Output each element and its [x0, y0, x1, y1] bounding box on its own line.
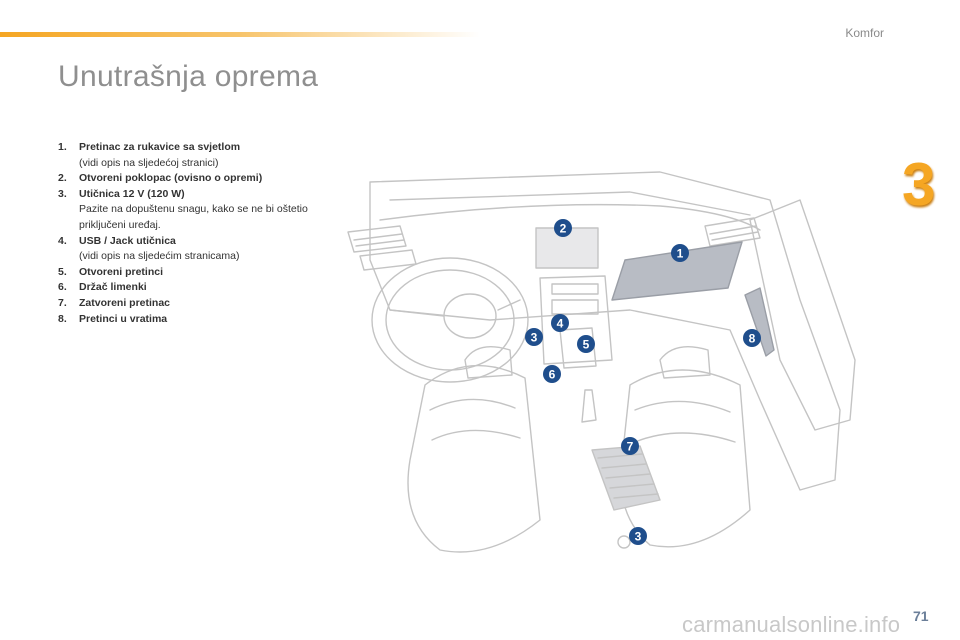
callout-4 — [551, 314, 569, 332]
list-item — [58, 187, 318, 234]
passenger-headrest — [660, 347, 710, 378]
item-label: Pretinci u vratima — [79, 312, 168, 325]
list-item — [58, 234, 318, 265]
callout-6-label: 6 — [548, 367, 556, 382]
chapter-number: 3 — [902, 151, 936, 218]
dashboard-top-line — [390, 192, 750, 215]
page-number: 71 — [913, 608, 929, 624]
steering-wheel — [372, 258, 528, 382]
item-note: (vidi opis na sljedećim stranicama) — [79, 250, 240, 263]
item-label: Utičnica 12 V (120 W) — [79, 187, 185, 200]
callout-7 — [621, 437, 639, 455]
item-label: USB / Jack utičnica — [79, 234, 176, 247]
list-item — [58, 280, 318, 296]
vent-left-lower — [360, 250, 416, 270]
item-label: Pretinac za rukavice sa svjetlom — [79, 141, 241, 153]
callout-3-rear — [629, 527, 647, 545]
list-item — [58, 312, 318, 328]
callout-3 — [525, 328, 543, 346]
callout-1-label: 1 — [676, 246, 684, 261]
list-item — [58, 171, 318, 187]
vent-right — [705, 218, 760, 246]
item-label: Otvoreni poklopac (ovisno o opremi) — [79, 172, 263, 185]
callout-7-label: 7 — [626, 439, 634, 454]
watermark: carmanualsonline.info — [682, 612, 901, 637]
item-number: 6. — [58, 281, 67, 294]
callout-5-label: 5 — [582, 337, 590, 352]
item-number: 4. — [58, 234, 67, 247]
callout-6 — [543, 365, 561, 383]
callout-8 — [743, 329, 761, 347]
list-item — [58, 140, 318, 171]
item-number: 1. — [58, 141, 67, 153]
callout-8-label: 8 — [748, 331, 756, 346]
callout-4-label: 4 — [556, 316, 564, 331]
item-note: (vidi opis na sljedećoj stranici) — [79, 156, 219, 169]
item-label: Držač limenki — [79, 281, 147, 294]
item-note: Pazite na dopuštenu snagu, kako se ne bi oštetio priključeni uređaj. — [79, 203, 308, 231]
item-number: 5. — [58, 265, 67, 278]
callout-2-label: 2 — [559, 221, 567, 236]
list-item — [58, 265, 318, 281]
list-item — [58, 296, 318, 312]
item-label: Zatvoreni pretinac — [79, 296, 171, 309]
item-number: 2. — [58, 172, 67, 185]
car-interior-illustration — [330, 160, 870, 600]
section-name: Komfor — [845, 26, 884, 40]
header-accent-bar — [0, 32, 480, 37]
item-number: 7. — [58, 296, 67, 309]
callout-3-rear-label: 3 — [634, 529, 642, 544]
rear-socket — [618, 536, 630, 548]
item-number: 8. — [58, 312, 67, 325]
driver-seat — [408, 366, 540, 552]
callout-3-label: 3 — [530, 330, 538, 345]
item-number: 3. — [58, 187, 67, 200]
page-title: Unutrašnja oprema — [58, 60, 319, 93]
callout-5 — [577, 335, 595, 353]
item-label: Otvoreni pretinci — [79, 265, 164, 278]
equipment-list — [58, 140, 318, 327]
gear-stick — [582, 390, 596, 422]
center-console — [540, 276, 612, 364]
callout-2 — [554, 219, 572, 237]
driver-headrest — [465, 347, 512, 378]
callout-1 — [671, 244, 689, 262]
